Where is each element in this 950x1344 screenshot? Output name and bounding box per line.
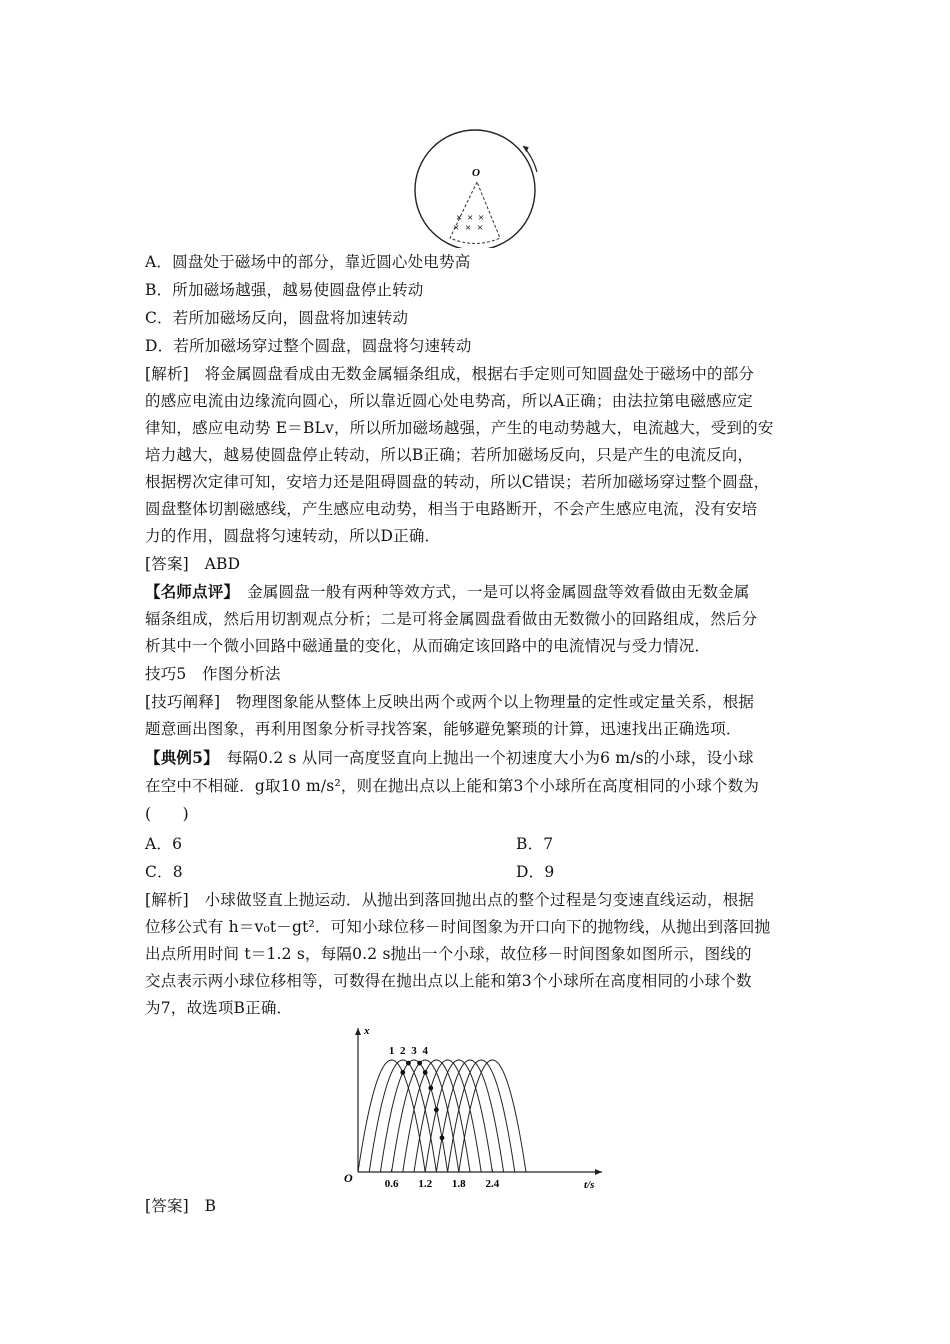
- displacement-time-chart: [340, 1022, 610, 1190]
- disk-figure: [405, 128, 555, 248]
- y-axis-label: x: [364, 1025, 370, 1037]
- svg-text:×: ×: [465, 222, 472, 234]
- skill-desc-line: [技巧阐释] 物理图象能从整体上反映出两个或两个以上物理量的定性或定量关系，根据: [145, 693, 755, 711]
- analysis1-line: 的感应电流由边缘流向圆心，所以靠近圆心处电势高，所以A正确；由法拉第电磁感应定: [145, 392, 753, 410]
- trajectory-curve: [425, 1060, 492, 1172]
- x-axis-label: t/s: [584, 1179, 595, 1190]
- option-d: D．若所加磁场穿过整个圆盘，圆盘将匀速转动: [145, 337, 472, 355]
- option-c: C．若所加磁场反向，圆盘将加速转动: [145, 309, 409, 327]
- example-label: 【典例5】: [145, 748, 212, 767]
- trajectory-curve: [448, 1060, 515, 1172]
- comment-label: 【名师点评】: [145, 582, 232, 601]
- svg-text:×: ×: [453, 222, 460, 234]
- answer2: [答案] B: [145, 1197, 217, 1215]
- analysis1-line: [解析] 将金属圆盘看成由无数金属辐条组成，根据右手定则可知圆盘处于磁场中的部分: [145, 365, 755, 383]
- answer1: [答案] ABD: [145, 555, 241, 573]
- curve-label: 2: [400, 1045, 406, 1057]
- analysis1-line: 律知，感应电动势 E＝BLv，所以所加磁场越强，产生的电动势越大，电流越大，受到的安: [145, 419, 774, 437]
- analysis1-line: 圆盘整体切割磁感线，产生感应电动势，相当于电路断开，不会产生感应电流，没有安培: [145, 500, 758, 518]
- intersection-point: [400, 1070, 405, 1075]
- trajectory-curve: [436, 1060, 503, 1172]
- x-tick-label: 2.4: [485, 1178, 500, 1190]
- svg-text:×: ×: [467, 212, 474, 224]
- svg-text:×: ×: [478, 212, 485, 224]
- trajectory-curve: [459, 1060, 526, 1172]
- trajectory-curve: [369, 1060, 436, 1172]
- example-line: ( ): [145, 805, 189, 823]
- svg-text:×: ×: [477, 222, 484, 234]
- example-line: 在空中不相碰．g取10 m/s²，则在抛出点以上能和第3个小球所在高度相同的小球个数为: [145, 777, 760, 795]
- analysis2-line: 交点表示两小球位移相等，可数得在抛出点以上能和第3个小球所在高度相同的小球个数: [145, 972, 752, 990]
- disk-center-label: O: [472, 167, 480, 179]
- curve-label: 1: [388, 1045, 395, 1057]
- analysis2-line: [解析] 小球做竖直上抛运动．从抛出到落回抛出点的整个过程是匀变速直线运动，根据: [145, 891, 755, 909]
- trajectory-curve: [403, 1060, 470, 1172]
- comment-line: 辐条组成，然后用切割观点分析；二是可将金属圆盘看做由无数微小的回路组成，然后分: [145, 610, 758, 628]
- skill-desc-line: 题意画出图象，再利用图象分析寻找答案，能够避免繁琐的计算，迅速找出正确选项．: [145, 720, 742, 738]
- origin-label: O: [344, 1171, 353, 1185]
- option-b: B．所加磁场越强，越易使圆盘停止转动: [145, 281, 424, 299]
- comment-line: 析其中一个微小回路中磁通量的变化，从而确定该回路中的电流情况与受力情况．: [145, 637, 711, 655]
- example-option-d: D．9: [516, 863, 555, 881]
- svg-text:×: ×: [456, 212, 463, 224]
- analysis1-line: 培力越大，越易使圆盘停止转动，所以B正确；若所加磁场反向，只是产生的电流反向，: [145, 446, 754, 464]
- y-axis-arrow-icon: [355, 1028, 361, 1035]
- skill-title: 技巧5 作图分析法: [145, 665, 281, 683]
- intersection-point: [417, 1061, 422, 1066]
- intersection-point: [406, 1061, 411, 1066]
- curve-label: 3: [411, 1045, 417, 1057]
- analysis1-line: 力的作用，圆盘将匀速转动，所以D正确．: [145, 527, 441, 545]
- magnetic-field-x-marks: [453, 212, 484, 234]
- intersection-point: [428, 1086, 433, 1091]
- intersection-point: [440, 1135, 445, 1140]
- comment-line-1: 【名师点评】 金属圆盘一般有两种等效方式，一是可以将金属圆盘等效看做由无数金属: [145, 582, 750, 601]
- analysis2-line: 位移公式有 h＝v₀t－gt²．可知小球位移－时间图象为开口向下的抛物线，从抛出到落回抛: [145, 918, 771, 936]
- trajectory-curve: [414, 1060, 481, 1172]
- analysis1-line: 根据楞次定律可知，安培力还是阻碍圆盘的转动，所以C错误；若所加磁场穿过整个圆盘，: [145, 473, 770, 491]
- trajectory-curve: [380, 1060, 447, 1172]
- intersection-point: [434, 1107, 439, 1112]
- intersection-point: [423, 1070, 428, 1075]
- analysis2-line: 出点所用时间 t＝1.2 s，每隔0.2 s抛出一个小球，故位移－时间图象如图所示，图线的: [145, 945, 752, 963]
- example-option-c: C．8: [145, 863, 183, 881]
- x-tick-label: 1.8: [451, 1178, 466, 1190]
- curve-label: 4: [422, 1045, 428, 1057]
- example-option-b: B．7: [516, 835, 554, 853]
- trajectory-curve: [358, 1060, 425, 1172]
- x-axis-arrow-icon: [595, 1169, 602, 1175]
- trajectory-curve: [392, 1060, 459, 1172]
- example-option-a: A．6: [145, 835, 183, 853]
- option-a: A．圆盘处于磁场中的部分，靠近圆心处电势高: [145, 253, 471, 271]
- x-tick-label: 1.2: [418, 1178, 433, 1190]
- disk-circle: [415, 130, 535, 248]
- analysis2-line: 为7，故选项B正确．: [145, 999, 293, 1017]
- x-tick-label: 0.6: [384, 1178, 399, 1190]
- example-line-1: 【典例5】 每隔0.2 s 从同一高度竖直向上抛出一个初速度大小为6 m/s的小球，设小球: [145, 748, 754, 767]
